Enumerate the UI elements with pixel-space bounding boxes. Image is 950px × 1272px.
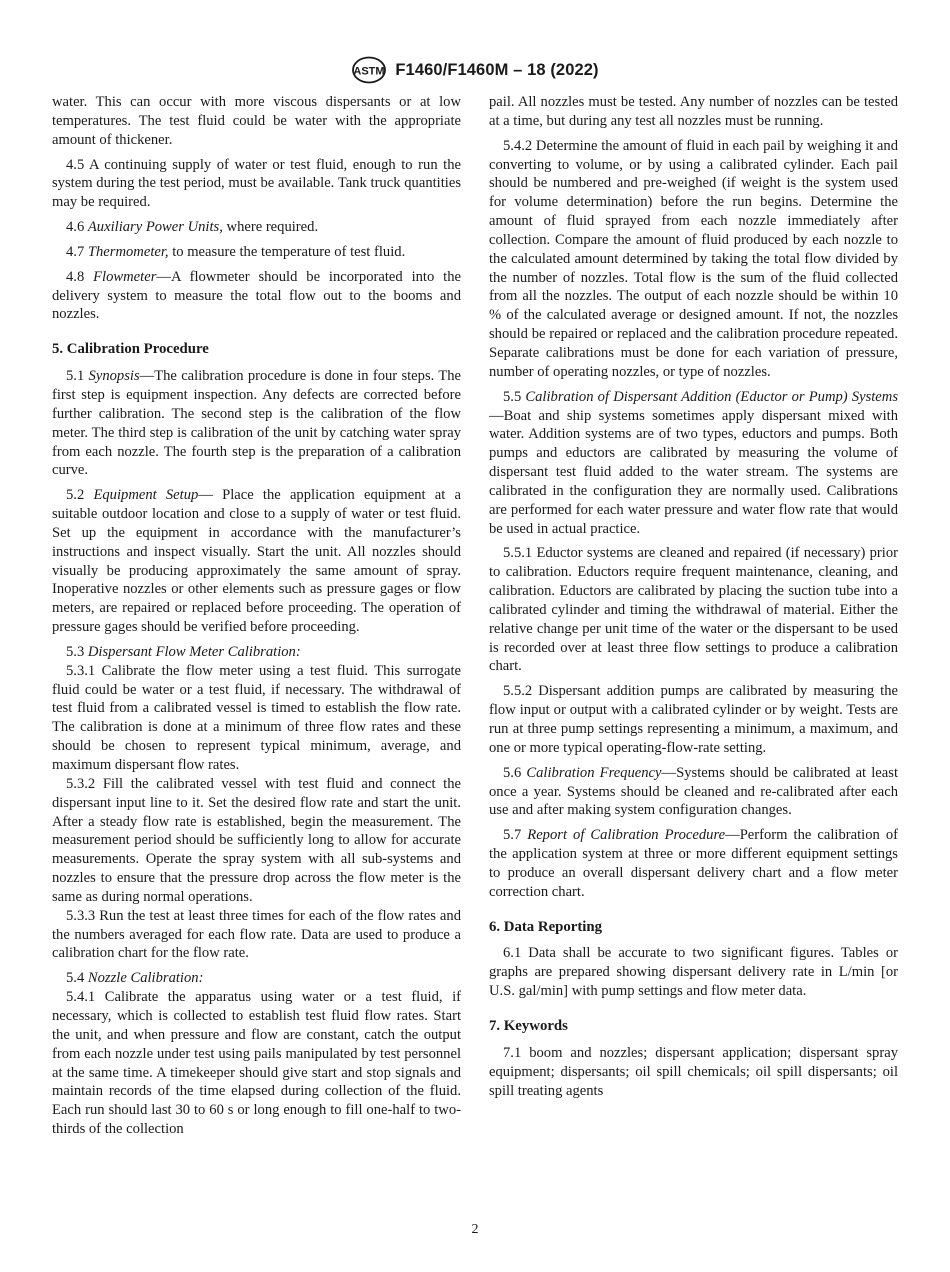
astm-logo [351, 56, 387, 84]
paragraph-4-8: 4.8 Flowmeter—A flowmeter should be incorporated into the delivery system to measure the total flow out to the booms and nozzles. [52, 268, 461, 323]
section-5-heading: 5. Calibration Procedure [52, 341, 209, 358]
paragraph-4-6: 4.6 Auxiliary Power Units, where required. [66, 219, 319, 236]
paragraph-5-1: 5.1 Synopsis—The calibration procedure is done in four steps. The first step is equipment inspection. Any defects are corrected before further calibration. The second step is the calibration of the flow meter. The third step is calibration of the unit by catching water spray from each nozzle. The fourth step is the preparation of a calibration curve. [52, 368, 462, 479]
section-6-heading: 6. Data Reporting [489, 918, 603, 935]
document-designation: F1460/F1460M – 18 (2022) [395, 60, 599, 79]
logo-text: ASTM [353, 65, 385, 78]
right-column [489, 93, 898, 1106]
paragraph-5-6: 5.6 Calibration Frequency—Systems should be calibrated at least once a year. Systems should be cleaned and re-calibrated after each use and after making system configuration changes. [489, 764, 898, 819]
paragraph-continued-right: pail. All nozzles must be tested. Any number of nozzles can be tested at a time, but during any test all nozzles must be running. [489, 94, 898, 129]
page-number: 2 [471, 1222, 479, 1237]
paragraph-continued: water. This can occur with more viscous dispersants or at low temperatures. The test fluid could be water with the appropriate amount of thickener. [52, 94, 461, 148]
paragraph-4-5: 4.5 A continuing supply of water or test fluid, enough to run the system during the test period, must be available. Tank truck quantities may be required. [52, 156, 461, 211]
paragraph-5-5-1: 5.5.1 Eductor systems are cleaned and repaired (if necessary) prior to calibration. Eductors require frequent maintenance, cleaning, and calibration. Eductors are calibrated by placing the suction tube into a calibrated cylinder and timing the withdrawal of material. Either the relative change per unit time of the water or the dispersant to be used is recorded over at least three flow settings to produce a calibration chart. [489, 545, 898, 675]
left-column [52, 93, 461, 1139]
section-7-heading: 7. Keywords [489, 1017, 568, 1034]
page-header [0, 55, 950, 85]
paragraph-5-3-3: 5.3.3 Run the test at least three times for each of the flow rates and the numbers averaged for each flow rate. Data are used to produce a calibration chart for the flow rate. [52, 907, 461, 962]
paragraph-5-4: 5.4 Nozzle Calibration: [66, 970, 204, 987]
paragraph-5-7: 5.7 Report of Calibration Procedure—Perform the calibration of the application system at three or more different equipment settings to produce an overall dispersant delivery chart and a flow meter correction chart. [489, 827, 898, 900]
paragraph-5-4-1: 5.4.1 Calibrate the apparatus using water or a test fluid, if necessary, which is collected to establish test fluid flow rates. Start the unit, and when pressure and flow are constant, catch the output from each nozzle under test using pails manipulated by test personnel at the same time. A timekeeper should give start and stop signals and maintain records of the time elapsed during collection of the fluid. Each run should last 30 to 60 s or long enough to fill one-half to two-thirds of the collection [52, 989, 461, 1138]
paragraph-5-5: 5.5 Calibration of Dispersant Addition (Eductor or Pump) Systems—Boat and ship systems sometimes apply dispersant mixed with water. Addition systems are of two types, eductors and pumps. Both pumps and eductors are calibrated by measuring the volume of dispersant test fluid added to the water stream. The systems are calibrated in the configuration they are normally used. Calibrations are performed for each water pressure and water flow rate that would be used in actual practice. [489, 388, 899, 537]
paragraph-5-2: 5.2 Equipment Setup— Place the application equipment at a suitable outdoor location and close to a supply of water or test fluid. Set up the equipment in accordance with the manufacturer’s instructions and inspect visually. Start the unit. All nozzles should visually be producing approximately the same amount of spray. Inoperative nozzles or other elements such as pressure gages or flow meters, are repaired or replaced before proceeding. The operation of pressure gages should be verified before proceeding. [52, 487, 461, 636]
paragraph-5-3-2: 5.3.2 Fill the calibrated vessel with test fluid and connect the dispersant input line to it. Set the desired flow rate and start the unit. After a steady flow rate is established, begin the measurement. The measurement period should be sufficiently long to allow for accurate measurements. Operate the spray system with all sub-systems and nozzles to ensure that the pressure drop across the flow meter is the same as during normal operations. [52, 775, 461, 905]
paragraph-5-3-1: 5.3.1 Calibrate the flow meter using a test fluid. This surrogate fluid could be water or a test fluid, if necessary. The withdrawal of test fluid from a calibrated vessel is timed to establish the flow rate. The calibration is done at a minimum of three flow rates and these should be chosen to represent typical minimum, average, and maximum dispersant flow rates. [52, 662, 461, 773]
paragraph-4-7: 4.7 Thermometer, to measure the temperature of test fluid. [66, 243, 406, 260]
paragraph-5-4-2: 5.4.2 Determine the amount of fluid in each pail by weighing it and converting to volume, or by using a calibrated cylinder. Each pail should be numbered and pre-weighed (if weight is the system used for volume determination) before the run begins. Determine the amount of fluid sprayed from each nozzle immediately after collection. Compare the amount of fluid produced by each nozzle to the calculated amount determined by taking the total flow divided by the number of nozzles. Total flow is the sum of the fluid collected from all the nozzles. The output of each nozzle should be within 10 % of the calculated average or designed amount. If not, the nozzles should be repaired or replaced and the calibration procedure repeated. Separate calibrations must be done for each variation of pressure, number of operating nozzles, or type of nozzles. [489, 137, 898, 380]
paragraph-5-5-2: 5.5.2 Dispersant addition pumps are calibrated by measuring the flow input or output with a calibrated cylinder or by weight. Tests are run at three pump settings representing a minimum, a maximum, and one or more typical operating-flow-rate setting. [489, 683, 898, 756]
paragraph-7-1: 7.1 boom and nozzles; dispersant application; dispersant spray equipment; dispersants; oil spill chemicals; oil spill dispersants; oil spill treating agents [489, 1044, 898, 1099]
paragraph-6-1: 6.1 Data shall be accurate to two significant figures. Tables or graphs are prepared showing dispersant delivery rate in L/min [or U.S. gal/min] with pump settings and flow meter data. [489, 945, 898, 1000]
paragraph-5-3: 5.3 Dispersant Flow Meter Calibration: [66, 643, 301, 660]
